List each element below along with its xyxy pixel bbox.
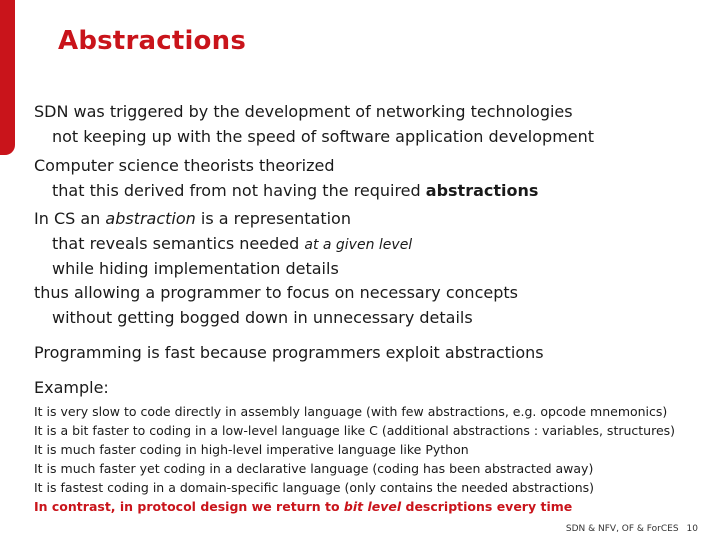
- footer-text: SDN & NFV, OF & ForCES: [565, 524, 679, 534]
- text-line: [34, 207, 412, 232]
- example-item: It is a bit faster to coding in a low-level language like C (additional abstractions : variables, structures): [34, 423, 676, 438]
- example-item: It is much faster coding in high-level imperative language like Python: [34, 442, 469, 457]
- text-line: thus allowing a programmer to focus on necessary concepts: [34, 283, 518, 302]
- example-item: It is fastest coding in a domain-specific language (only contains the needed abstractions): [34, 480, 595, 495]
- paragraph-focus: [34, 281, 518, 330]
- text-segment: is a representation: [195, 209, 351, 228]
- italic-phrase: at a given level: [304, 236, 413, 253]
- text-line: while hiding implementation details: [52, 259, 339, 278]
- text-segment: descriptions every time: [401, 499, 573, 514]
- text-line: not keeping up with the speed of software application development: [52, 126, 595, 146]
- accent-bar: [0, 0, 15, 155]
- text-line: Programming is fast because programmers exploit abstractions: [34, 343, 544, 362]
- slide-title: Abstractions: [58, 26, 247, 56]
- text-segment: In contrast, in protocol design we return to: [34, 499, 344, 514]
- italic-term: bit level: [343, 499, 402, 514]
- paragraph-theorists: [34, 154, 538, 203]
- text-segment: that this derived from not having the required: [52, 180, 426, 200]
- italic-term: abstraction: [105, 209, 196, 228]
- page-number: 10: [686, 524, 698, 534]
- paragraph-abstraction-definition: [34, 207, 412, 282]
- paragraph-sdn-trigger: [34, 100, 594, 149]
- examples-list: [34, 402, 675, 516]
- example-item: It is very slow to code directly in assembly language (with few abstractions, e.g. opcode mnemonics): [34, 404, 668, 419]
- text-line: [34, 179, 538, 204]
- slide-footer: [566, 524, 698, 534]
- example-label: [34, 376, 109, 401]
- bold-term: abstractions: [425, 180, 539, 200]
- text-line: without getting bogged down in unnecessary details: [52, 307, 473, 327]
- text-line: SDN was triggered by the development of networking technologies: [34, 102, 573, 121]
- text-segment: that reveals semantics needed: [52, 233, 305, 253]
- text-line: [34, 232, 412, 258]
- contrast-statement: [34, 497, 675, 516]
- example-item: It is much faster yet coding in a declarative language (coding has been abstracted away): [34, 461, 594, 476]
- paragraph-programming-fast: [34, 341, 544, 366]
- text-line: Computer science theorists theorized: [34, 156, 335, 175]
- text-segment: In CS an: [34, 209, 106, 228]
- text-line: Example:: [34, 378, 109, 397]
